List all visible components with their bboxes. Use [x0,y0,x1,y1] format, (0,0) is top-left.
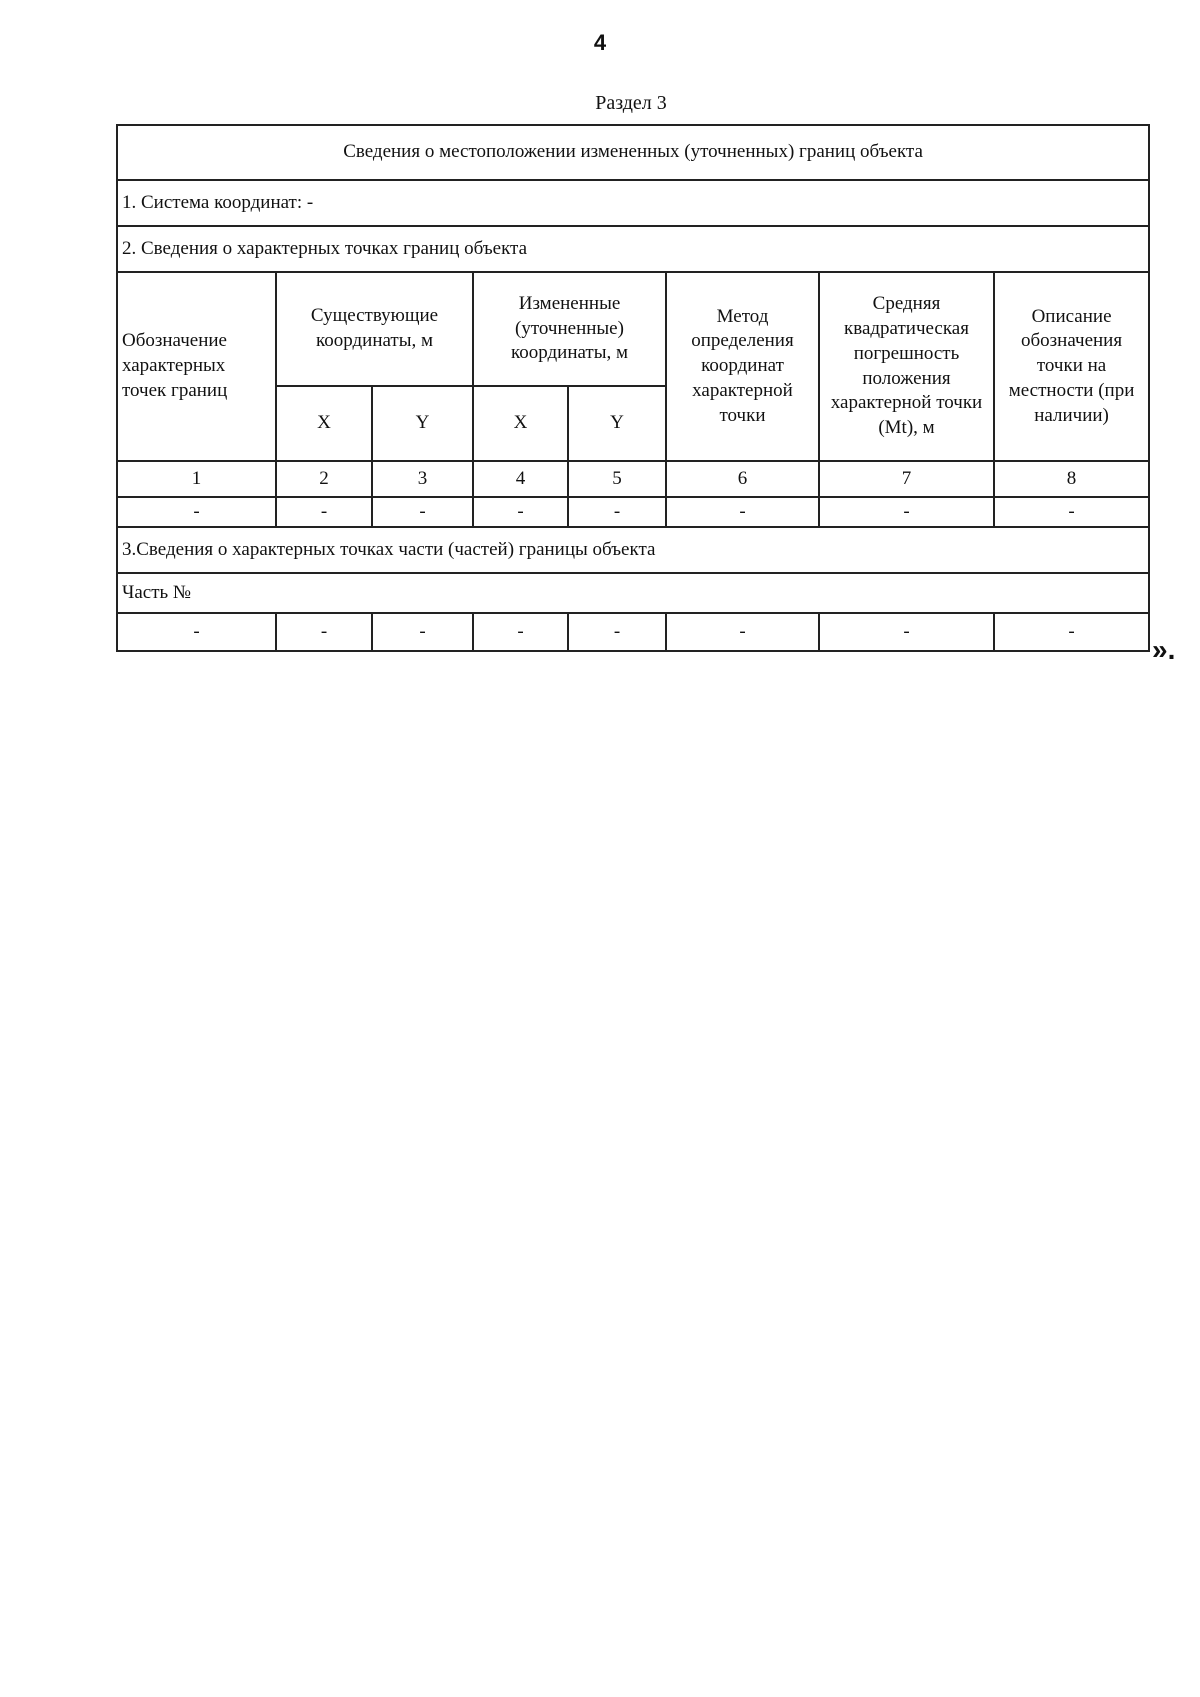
boundary-table [116,124,1150,652]
header-existing-coords: Существующие координаты, м [276,272,473,386]
table-cell: - [117,613,276,651]
table-cell: - [276,497,372,527]
column-number: 2 [276,461,372,497]
column-number: 1 [117,461,276,497]
column-number: 3 [372,461,473,497]
closing-quote-mark: ». [1152,634,1176,665]
table-cell: - [568,497,666,527]
coord-system-row: 1. Система координат: - [117,180,1149,226]
part-number-row: Часть № [117,573,1149,613]
header-designation: Обозначение характерных точек границ [117,272,276,461]
header-existing-y: Y [372,386,473,461]
points-heading-row: 2. Сведения о характерных точках границ объекта [117,226,1149,272]
page-number: 4 [593,30,607,55]
table-cell: - [819,613,994,651]
table-cell: - [666,613,819,651]
column-number-row [117,461,1149,497]
column-number: 6 [666,461,819,497]
header-method: Метод определения координат характерной точки [666,272,819,461]
table-cell: - [372,497,473,527]
column-number: 4 [473,461,568,497]
parts-heading-row: 3.Сведения о характерных точках части (частей) границы объекта [117,527,1149,573]
column-number: 8 [994,461,1149,497]
table-cell: - [473,497,568,527]
section-title: Раздел 3 [595,92,667,114]
column-number: 7 [819,461,994,497]
table-cell: - [994,497,1149,527]
header-existing-x: X [276,386,372,461]
header-description: Описание обозначения точки на местности (при наличии) [994,272,1149,461]
table-row [117,497,1149,527]
table-row [117,613,1149,651]
table-cell: - [117,497,276,527]
table-cell: - [666,497,819,527]
header-changed-y: Y [568,386,666,461]
header-changed-coords: Измененные (уточненные) координаты, м [473,272,666,386]
column-number: 5 [568,461,666,497]
header-changed-x: X [473,386,568,461]
table-cell: - [276,613,372,651]
table-cell: - [994,613,1149,651]
table-cell: - [473,613,568,651]
table-cell: - [568,613,666,651]
table-cell: - [372,613,473,651]
header-error: Средняя квадратическая погрешность положения характерной точки (Mt), м [819,272,994,461]
table-title: Сведения о местоположении измененных (уточненных) границ объекта [117,125,1149,180]
table-cell: - [819,497,994,527]
